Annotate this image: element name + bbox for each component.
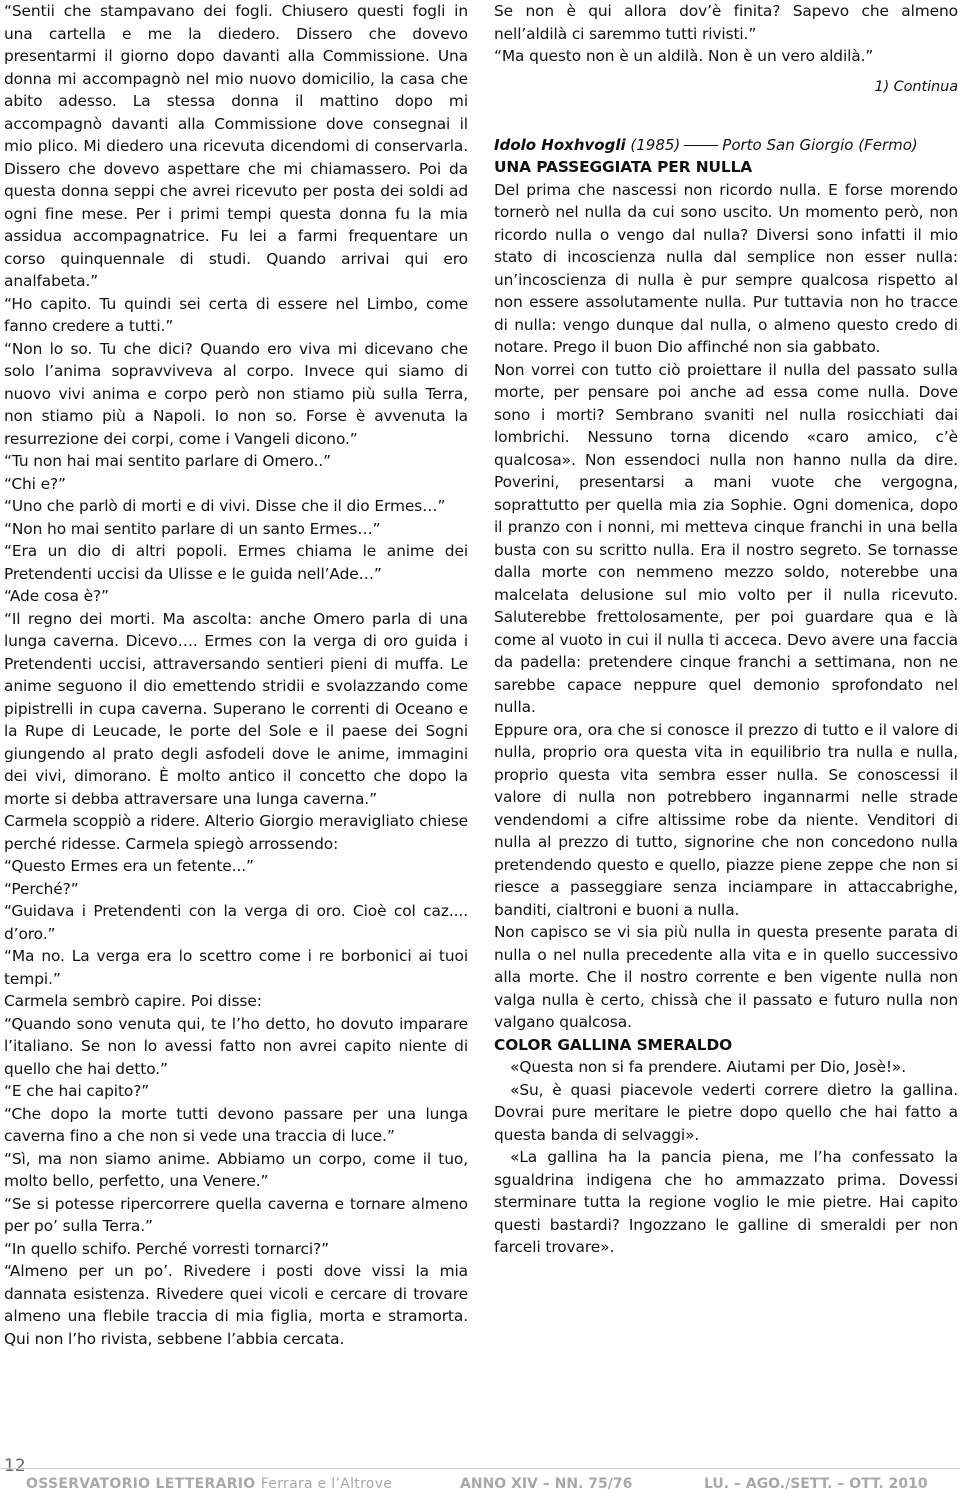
dialogue-paragraph: “E che hai capito?”	[4, 1082, 150, 1100]
left-column	[4, 0, 468, 1350]
story-paragraph: Del prima che nascessi non ricordo nulla. E forse morendo tornerò nel nulla da cui sono uscito. Un momento però, non ricordo nulla o vengo dal nulla? Diversi sono infatti il mio stato di incoscienza nulla dal semplice non esser nulla: un’incoscienza di nulla è pur sempre qualcosa rispetto al non essere assolutamente nulla. Pur tuttavia non ho tracce di nulla: vengo dunque dal nulla, o almeno questo credo di notare. Prego il buon Dio affinché non sia gabbato.	[494, 180, 958, 356]
dialogue-paragraph: “Questo Ermes era un fetente...”	[4, 857, 254, 875]
dialogue-paragraph: “In quello schifo. Perché vorresti tornarci?”	[4, 1239, 329, 1258]
publication-subtitle: Ferrara e l’Altrove	[260, 1476, 393, 1492]
story2-title: COLOR GALLINA SMERALDO	[494, 1035, 733, 1054]
story-title: UNA PASSEGGIATA PER NULLA	[494, 158, 753, 176]
dialogue-paragraph: “Chi e?”	[4, 474, 66, 493]
dialogue-paragraph: Carmela sembrò capire. Poi disse:	[4, 992, 262, 1010]
footer-rule	[0, 1468, 960, 1469]
dialogue-paragraph: “Il regno dei morti. Ma ascolta: anche Omero parla di una lunga caverna. Dicevo…. Ermes con la verga di oro guida i Pretendenti uccisi, attraversando sentieri pieni di muffa. Le anime seguono il dio emettendo stridii e svolazzando come pipistrelli in cupa caverna. Superano le correnti di Oceano e la Rupe di Leucade, le porte del Sole e il paese dei Sogni giungendo al prato degli asfodeli dove le anime, immagini dei vivi, dimorano. È molto antico il concetto che dopo la morte si debba attraversare una lunga caverna.”	[4, 609, 468, 808]
dialogue-paragraph: “Quando sono venuta qui, te l’ho detto, ho dovuto imparare l’italiano. Se non lo avessi fatto non avrei capito niente di quello che hai detto.”	[4, 1014, 468, 1078]
dialogue-paragraph: “Ma no. La verga era lo scettro come i re borbonici ai tuoi tempi.”	[4, 947, 468, 988]
continua-note: 1) Continua	[874, 78, 958, 95]
dialogue-paragraph: “Non ho mai sentito parlare di un santo Ermes…”	[4, 519, 381, 538]
page-number: 12	[4, 1456, 26, 1476]
dialogue-paragraph: “Tu non hai mai sentito parlare di Omero..”	[4, 452, 332, 470]
story2-paragraph: «La gallina ha la pancia piena, me l’ha confessato la sgualdrina indigena che ho ammazzato prima. Dovessi sterminare tutta la regione voglio le mie pietre. Hai capito questi bastardi? Ingozzano le galline di smeraldi per non farceli trovare».	[494, 1148, 958, 1256]
story-paragraph: Eppure ora, ora che si conosce il prezzo di tutto e il valore di nulla, proprio ora questa vita in equilibrio tra nulla e nulla, proprio questa vita sembra esser nulla. Se conoscessi il valore di nulla non potrebbero ingannarmi nelle strade vendendomi a cifre altissime robe da niente. Venditori di nulla al prezzo di tutto, signorine che non concedono nulla pretendendo questo e quello, piazze piene zeppe che non si riesce a passeggiare senza inciampare in attaccabrighe, banditi, cialtroni e buoni a nulla.	[494, 720, 958, 919]
dialogue-paragraph: “Era un dio di altri popoli. Ermes chiama le anime dei Pretendenti uccisi da Ulisse e le guida nell’Ade…”	[4, 542, 468, 583]
author-place: Porto San Giorgio (Fermo)	[722, 136, 918, 154]
story-paragraph: Non capisco se vi sia più nulla in questa presente parata di nulla o nel nulla precedente alla vita e in quello successivo alla morte. Che il nostro corrente e ben vigente nulla non valga nulla è certo, chissà che il passato e futuro nulla non valgano qualcosa.	[494, 923, 958, 1031]
dialogue-paragraph: “Sì, ma non siamo anime. Abbiamo un corpo, come il tuo, molto bello, perfetto, una Venere.”	[4, 1149, 468, 1190]
author-name: Idolo Hoxhvogli	[494, 136, 626, 154]
story-body	[494, 179, 958, 1034]
story2-body	[494, 1056, 958, 1259]
story2-paragraph: «Su, è quasi piacevole vederti correre dietro la gallina. Dovrai pure meritare le pietre dopo quello che hai fatto a questa banda di selvaggi».	[494, 1080, 958, 1144]
dialogue-paragraph: “Non lo so. Tu che dici? Quando ero viva mi dicevano che solo l’anima sopravviveva al corpo. Invece qui siamo di nuovo vivi anima e corpo però non stiamo più sulla Terra, non stiamo più a Napoli. Io non so. Forse è avvenuta la resurrezione dei corpi, come i Vangeli dicono.”	[4, 339, 468, 448]
publication-name	[26, 1476, 392, 1492]
dialogue-paragraph: “Ade cosa è?”	[4, 587, 109, 605]
page-footer	[0, 1454, 960, 1496]
dialogue-paragraph: “Se si potesse ripercorrere quella caverna e tornare almeno per po’ sulla Terra.”	[4, 1194, 468, 1235]
byline-dash	[684, 145, 718, 146]
dialogue-paragraph: “Uno che parlò di morti e di vivi. Disse che il dio Ermes…”	[4, 497, 446, 515]
dialogue-paragraph: “Almeno per un po’. Rivedere i posti dove vissi la mia dannata esistenza. Rivedere quei vicoli e cercare di trovare almeno una flebile traccia di mia figlia, morta e stramorta. Qui non l’ho rivista, sebbene l’abbia cercata.	[4, 1262, 468, 1348]
story-paragraph: Non vorrei con tutto ciò proiettare il nulla del passato sulla morte, per pensare poi anche ad essa come nulla. Dove sono i morti? Sembrano svaniti nel nulla rosicchiati dai lombrichi. Nessuno torna dicendo «caro amico, c’è qualcosa». Non essendoci nulla non hanno nulla da dire. Poverini, presentarsi a mani vuote che vergogna, soprattutto per quella mia zia Sophie. Ogni domenica, dopo il pranzo con i nonni, mi metteva cinque franchi in una bella busta con su scritto nulla. Era il nostro segreto. Se tornasse dalla morte con nemmeno mezzo soldo, noterebbe una malcelata delusione sul mio volto per il nulla ricevuto. Saluterebbe frettolosamente, per poi guardare qua e là come al vuoto in cui il nulla ti acceca. Devo avere una faccia da padella: pretendere cinque franchi a settimana, non ne sarebbe capace neppure quel demonio sprofondato nel nulla.	[494, 360, 958, 716]
dialogue-paragraph: “Ho capito. Tu quindi sei certa di essere nel Limbo, come fanno credere a tutti.”	[4, 294, 468, 335]
publication-title: OSSERVATORIO LETTERARIO	[26, 1476, 256, 1492]
dialogue-paragraph: Se non è qui allora dov’è finita? Sapevo che almeno nell’aldilà ci saremmo tutti rivisti.”	[494, 2, 958, 43]
dialogue-paragraph: “Sentii che stampavano dei fogli. Chiusero questi fogli in una cartella e me la diedero. Dissero che dovevo presentarmi il giorno dopo davanti alla Commissione. Una donna mi accompagnò nel mio nuovo domicilio, la casa che abito adesso. La stessa donna il mattino dopo mi accompagnò davanti alla Commissione dove consegnai il mio plico. Mi diedero una ricevuta dicendomi di conservarla. Dissero che dovevo aspettare che mi chiamassero. Poi da questa donna seppi che avrei ricevuto per posta dei soldi ad ogni fine mese. Per i primi tempi questa donna fu la mia assidua accompagnatrice. Fu lei a farmi frequentare un corso quinquennale di studi. Quando arrivai qui ero analfabeta.”	[4, 2, 468, 290]
author-year: (1985)	[630, 136, 681, 154]
dialogue-paragraph: “Perché?”	[4, 879, 79, 898]
dialogue-paragraph: Carmela scoppiò a ridere. Alterio Giorgio meravigliato chiese perché ridesse. Carmela spiegò arrossendo:	[4, 812, 468, 853]
issue-number: ANNO XIV – NN. 75/76	[460, 1476, 633, 1492]
dialogue-paragraph: “Che dopo la morte tutti devono passare per una lunga caverna fino a che non si vede una traccia di luce.”	[4, 1104, 468, 1145]
story2-paragraph: «Questa non si fa prendere. Aiutami per Dio, Josè!».	[510, 1058, 907, 1076]
dialogue-paragraph: “Guidava i Pretendenti con la verga di oro. Cioè col caz.... d’oro.”	[4, 902, 468, 943]
story-continuation	[494, 0, 958, 68]
right-column	[494, 0, 958, 1259]
dialogue-paragraph: “Ma questo non è un aldilà. Non è un vero aldilà.”	[494, 47, 874, 65]
author-byline	[494, 134, 958, 156]
issue-date: LU. – AGO./SETT. – OTT. 2010	[704, 1476, 928, 1492]
